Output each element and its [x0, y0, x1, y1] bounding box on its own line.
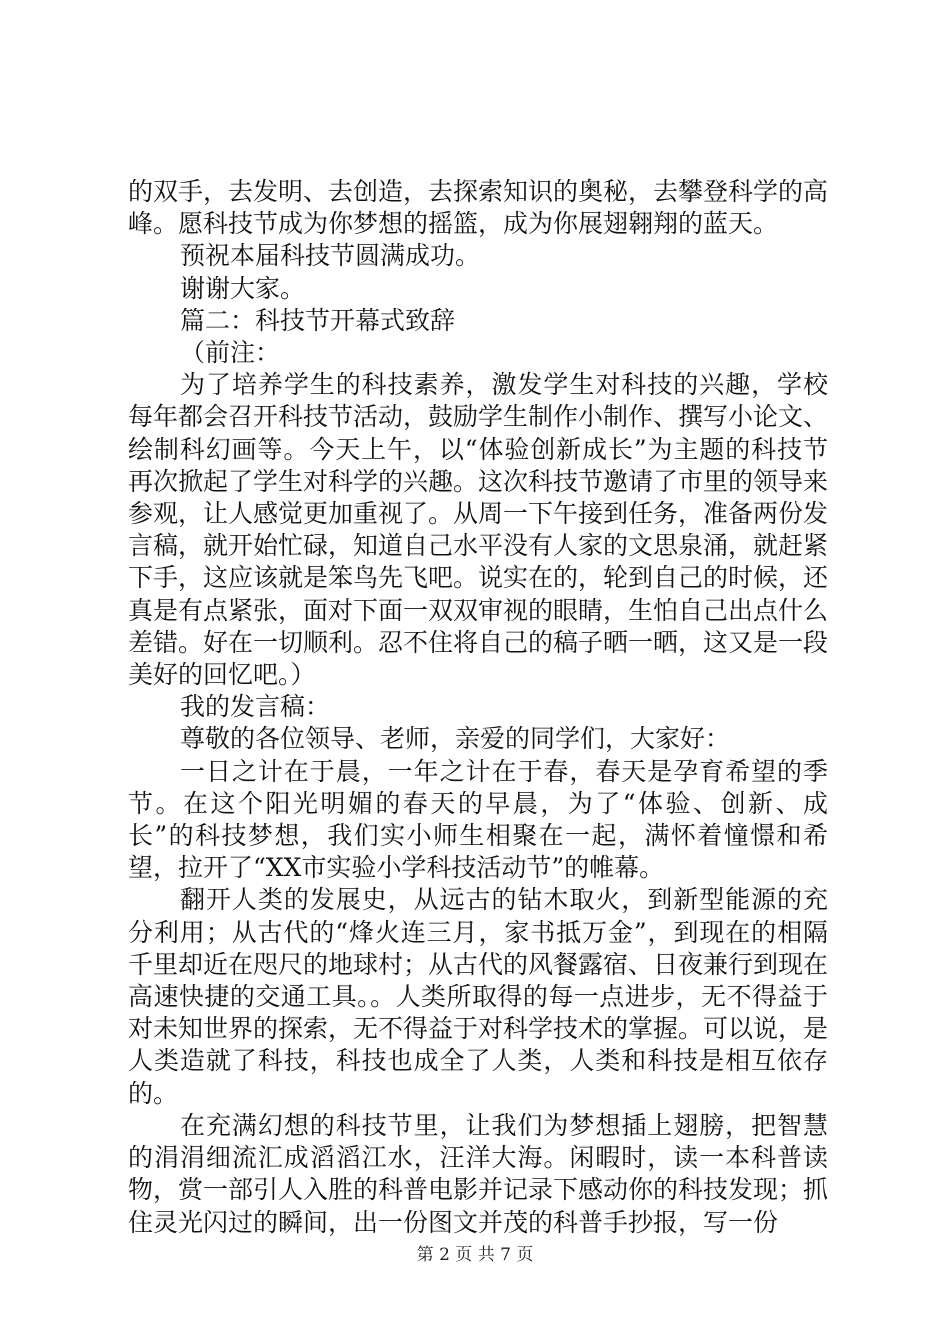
- paragraph-wishes: 预祝本届科技节圆满成功。: [180, 241, 481, 271]
- paragraph-dreams: 在充满幻想的科技节里，让我们为梦想插上翅膀，把智慧的涓涓细流汇成滔滔江水，汪洋大海。闲暇时，读一本科普读物，赏一部引人入胜的科普电影并记录下感动你的科技发现；抓住灵光闪过的瞬间，出一份图文并茂的科普手抄报，写一份: [128, 1110, 829, 1237]
- paragraph-greeting: 尊敬的各位领导、老师，亲爱的同学们，大家好：: [180, 724, 731, 754]
- paragraph-thanks: 谢谢大家。: [180, 273, 306, 303]
- section-heading: 篇二：科技节开幕式致辞: [180, 305, 456, 335]
- paragraph-preface: 为了培养学生的科技素养，激发学生对科技的兴趣，学校每年都会召开科技节活动，鼓励学生制作小制作、撰写小论文、绘制科幻画等。今天上午，以“体验创新成长”为主题的科技节再次掀起了学生对科学的兴趣。这次科技节邀请了市里的领导来参观，让人感觉更加重视了。从周一下午接到任务，准备两份发言稿，就开始忙碌，知道自己水平没有人家的文思泉涌，就赶紧下手，这应该就是笨鸟先飞吧。说实在的，轮到自己的时候，还真是有点紧张，面对下面一双双审视的眼睛，生怕自己出点什么差错。好在一切顺利。忍不住将自己的稿子晒一晒，这又是一段美好的回忆吧。）: [128, 370, 829, 690]
- paragraph-preface-label: （前注：: [180, 338, 281, 368]
- paragraph-continuation: 的双手，去发明、去创造，去探索知识的奥秘，去攀登科学的高峰。愿科技节成为你梦想的摇篮，成为你展翅翱翔的蓝天。: [128, 177, 829, 239]
- paragraph-speech-label: 我的发言稿：: [180, 692, 331, 722]
- document-body: [128, 176, 828, 1239]
- paragraph-spring: 一日之计在于晨，一年之计在于春，春天是孕育希望的季节。在这个阳光明媚的春天的早晨，为了“体验、创新、成长”的科技梦想，我们实小师生相聚在一起，满怀着憧憬和希望，拉开了“XX市实验小学科技活动节”的帷幕。: [128, 756, 828, 883]
- paragraph-history: 翻开人类的发展史，从远古的钻木取火，到新型能源的充分利用；从古代的“烽火连三月，家书抵万金”，到现在的相隔千里却近在咫尺的地球村；从古代的风餐露宿、日夜兼行到现在高速快捷的交通工具。。人类所取得的每一点进步，无不得益于对未知世界的探索，无不得益于对科学技术的掌握。可以说，是人类造就了科技，科技也成全了人类，人类和科技是相互依存的。: [128, 885, 829, 1108]
- page-footer: 第 2 页 共 7 页: [416, 1245, 534, 1265]
